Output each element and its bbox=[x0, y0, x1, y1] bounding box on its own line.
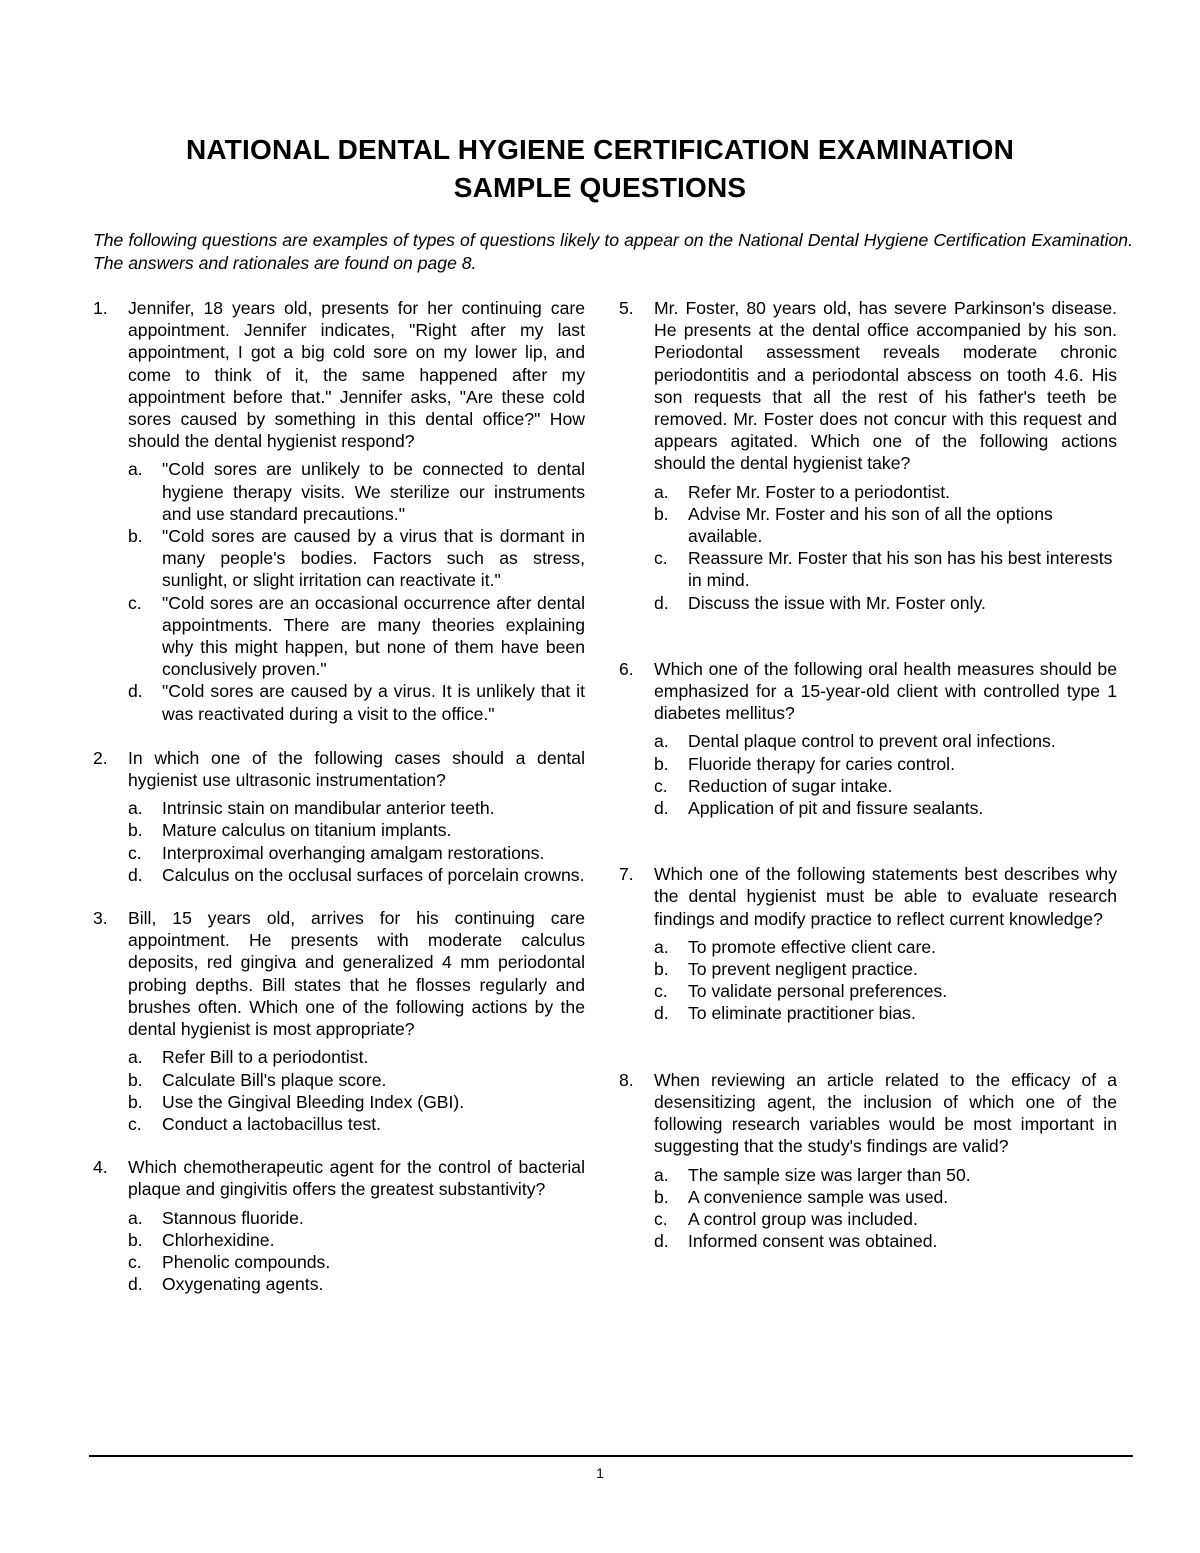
answer-option bbox=[128, 1069, 585, 1091]
answer-option bbox=[128, 525, 585, 592]
answer-option bbox=[654, 936, 1117, 958]
right-column bbox=[619, 297, 1117, 1252]
option-letter: b. bbox=[128, 1069, 143, 1090]
question-6 bbox=[619, 658, 1117, 819]
option-letter: d. bbox=[128, 864, 143, 885]
question-stem: Jennifer, 18 years old, presents for her continuing care appointment. Jennifer indicates, "Right after my last appointment, I got a big cold sore on my lower lip, and come to think of it, the same happened after my appointment before that." Jennifer asks, "Are these cold sores caused by something in this dental office?" How should the dental hygienist respond? bbox=[128, 298, 585, 452]
option-letter: a. bbox=[128, 1047, 143, 1068]
answer-option bbox=[654, 980, 1117, 1002]
answer-options bbox=[654, 481, 1117, 614]
option-text: Reassure Mr. Foster that his son has his best interests in mind. bbox=[688, 548, 1113, 591]
answer-options bbox=[128, 1046, 585, 1135]
question-2 bbox=[93, 747, 585, 886]
option-text: To promote effective client care. bbox=[688, 936, 937, 957]
answer-option bbox=[654, 1208, 1117, 1230]
option-letter: d. bbox=[128, 1274, 143, 1295]
option-text: "Cold sores are an occasional occurrence after dental appointments. There are many theories explaining why this might happen, but none of them have been conclusively proven." bbox=[162, 592, 585, 680]
option-letter: d. bbox=[128, 681, 143, 702]
answer-option bbox=[654, 547, 1117, 591]
answer-option bbox=[128, 592, 585, 681]
intro-paragraph: The following questions are examples of types of questions likely to appear on the National Dental Hygiene Certification Examination. The answers and rationales are found on page 8. bbox=[93, 230, 1133, 273]
option-letter: c. bbox=[654, 548, 668, 569]
option-text: Oxygenating agents. bbox=[162, 1274, 324, 1295]
option-letter: c. bbox=[654, 981, 668, 1002]
answer-option bbox=[654, 1186, 1117, 1208]
option-text: Refer Mr. Foster to a periodontist. bbox=[688, 481, 951, 502]
option-text: Mature calculus on titanium implants. bbox=[162, 820, 452, 841]
question-stem: Which one of the following statements best describes why the dental hygienist must be able to evaluate research findings and modify practice to reflect current knowledge? bbox=[654, 864, 1117, 929]
page-number: 1 bbox=[596, 1465, 604, 1481]
answer-option bbox=[128, 1229, 585, 1251]
answer-option bbox=[128, 680, 585, 724]
answer-options bbox=[128, 458, 585, 724]
answer-option bbox=[128, 1207, 585, 1229]
question-number: 8. bbox=[619, 1069, 634, 1090]
answer-options bbox=[654, 1164, 1117, 1253]
option-text: Intrinsic stain on mandibular anterior teeth. bbox=[162, 798, 495, 819]
option-letter: c. bbox=[128, 592, 142, 613]
option-text: Application of pit and fissure sealants. bbox=[688, 798, 984, 819]
page-subtitle: SAMPLE QUESTIONS bbox=[453, 172, 747, 203]
question-stem: When reviewing an article related to the efficacy of a desensitizing agent, the inclusion of which one of the following research variables would be most important in suggesting that the study's findings are valid? bbox=[654, 1069, 1117, 1157]
answer-option bbox=[654, 1164, 1117, 1186]
answer-options bbox=[654, 730, 1117, 819]
question-number: 4. bbox=[93, 1157, 108, 1178]
option-text: Conduct a lactobacillus test. bbox=[162, 1113, 382, 1134]
option-text: Phenolic compounds. bbox=[162, 1251, 331, 1272]
option-text: Dental plaque control to prevent oral infections. bbox=[688, 731, 1056, 752]
option-letter: a. bbox=[128, 459, 143, 480]
option-text: To eliminate practitioner bias. bbox=[688, 1003, 916, 1024]
question-stem: Mr. Foster, 80 years old, has severe Parkinson's disease. He presents at the dental office accompanied by his son. Periodontal assessment reveals moderate chronic periodontitis and a periodontal abscess on tooth 4.6. His son requests that all the rest of his father's teeth be removed. Mr. Foster does not concur with this request and appears agitated. Which one of the following actions should the dental hygienist take? bbox=[654, 298, 1117, 474]
answer-option bbox=[654, 775, 1117, 797]
option-text: Interproximal overhanging amalgam restorations. bbox=[162, 842, 545, 863]
option-letter: c. bbox=[128, 1251, 142, 1272]
answer-option bbox=[128, 1091, 585, 1113]
option-letter: d. bbox=[654, 1231, 669, 1252]
option-letter: a. bbox=[128, 798, 143, 819]
option-letter: b. bbox=[128, 1229, 143, 1250]
option-text: "Cold sores are unlikely to be connected to dental hygiene therapy visits. We sterilize our instruments and use standard precautions." bbox=[162, 459, 585, 524]
option-letter: a. bbox=[654, 731, 669, 752]
option-text: Calculus on the occlusal surfaces of porcelain crowns. bbox=[162, 864, 585, 885]
page-title: NATIONAL DENTAL HYGIENE CERTIFICATION EXAMINATION bbox=[185, 134, 1015, 165]
option-letter: b. bbox=[654, 753, 669, 774]
option-text: Use the Gingival Bleeding Index (GBI). bbox=[162, 1091, 465, 1112]
answer-option bbox=[654, 730, 1117, 752]
option-letter: d. bbox=[654, 592, 669, 613]
answer-option bbox=[128, 819, 585, 841]
answer-option bbox=[654, 503, 1117, 547]
answer-options bbox=[128, 1207, 585, 1296]
option-text: A control group was included. bbox=[688, 1208, 918, 1229]
option-letter: c. bbox=[128, 842, 142, 863]
question-stem: Which one of the following oral health measures should be emphasized for a 15-year-old client with controlled type 1 diabetes mellitus? bbox=[654, 658, 1117, 724]
question-1 bbox=[93, 297, 585, 725]
answer-option bbox=[654, 1002, 1117, 1024]
answer-option bbox=[654, 958, 1117, 980]
answer-options bbox=[128, 797, 585, 886]
answer-option bbox=[654, 592, 1117, 614]
option-letter: c. bbox=[654, 775, 668, 796]
option-text: The sample size was larger than 50. bbox=[688, 1164, 971, 1185]
option-text: "Cold sores are caused by a virus. It is unlikely that it was reactivated during a visit to the office." bbox=[162, 681, 585, 724]
option-text: Informed consent was obtained. bbox=[688, 1231, 938, 1252]
question-3 bbox=[93, 907, 585, 1135]
question-5 bbox=[619, 297, 1117, 614]
answer-option bbox=[128, 1046, 585, 1068]
answer-option bbox=[128, 842, 585, 864]
answer-option bbox=[654, 1230, 1117, 1252]
option-text: Fluoride therapy for caries control. bbox=[688, 753, 955, 774]
option-text: To validate personal preferences. bbox=[688, 981, 948, 1002]
question-number: 2. bbox=[93, 747, 108, 768]
answer-option bbox=[128, 1251, 585, 1273]
answer-option bbox=[654, 797, 1117, 819]
question-stem: Bill, 15 years old, arrives for his continuing care appointment. He presents with moderate calculus deposits, red gingiva and generalized 4 mm periodontal probing depths. Bill states that he flosses regularly and brushes often. Which one of the following actions by the dental hygienist is most appropriate? bbox=[128, 908, 585, 1040]
answer-option bbox=[654, 481, 1117, 503]
option-text: Reduction of sugar intake. bbox=[688, 775, 893, 796]
left-column bbox=[93, 297, 585, 1295]
option-text: To prevent negligent practice. bbox=[688, 959, 918, 980]
option-letter: d. bbox=[654, 798, 669, 819]
question-stem: Which chemotherapeutic agent for the control of bacterial plaque and gingivitis offers the greatest substantivity? bbox=[128, 1157, 585, 1200]
question-4 bbox=[93, 1156, 585, 1295]
question-7 bbox=[619, 863, 1117, 1024]
option-letter: b. bbox=[128, 820, 143, 841]
option-letter: c. bbox=[654, 1208, 668, 1229]
option-letter: d. bbox=[654, 1003, 669, 1024]
option-letter: b. bbox=[128, 1091, 143, 1112]
answer-option bbox=[654, 753, 1117, 775]
question-number: 3. bbox=[93, 908, 108, 929]
answer-option bbox=[128, 797, 585, 819]
option-text: Calculate Bill's plaque score. bbox=[162, 1069, 387, 1090]
option-text: Advise Mr. Foster and his son of all the options available. bbox=[688, 503, 1053, 547]
question-8 bbox=[619, 1069, 1117, 1253]
question-number: 5. bbox=[619, 298, 634, 318]
option-letter: a. bbox=[654, 481, 669, 502]
question-stem: In which one of the following cases should a dental hygienist use ultrasonic instrumentation? bbox=[128, 747, 585, 791]
answer-options bbox=[654, 936, 1117, 1025]
question-number: 7. bbox=[619, 864, 634, 885]
answer-option bbox=[128, 1113, 585, 1135]
option-letter: c. bbox=[128, 1113, 142, 1134]
question-number: 1. bbox=[93, 298, 108, 318]
option-letter: b. bbox=[654, 503, 669, 524]
option-text: A convenience sample was used. bbox=[688, 1186, 949, 1207]
option-text: Refer Bill to a periodontist. bbox=[162, 1047, 369, 1068]
option-text: "Cold sores are caused by a virus that is dormant in many people's bodies. Factors such as stress, sunlight, or slight irritation can reactivate it." bbox=[162, 526, 585, 591]
answer-option bbox=[128, 458, 585, 525]
answer-option bbox=[128, 864, 585, 886]
option-letter: a. bbox=[128, 1207, 143, 1228]
question-number: 6. bbox=[619, 658, 634, 679]
option-text: Chlorhexidine. bbox=[162, 1229, 275, 1250]
option-letter: b. bbox=[654, 1186, 669, 1207]
option-letter: b. bbox=[128, 526, 143, 547]
option-letter: a. bbox=[654, 1164, 669, 1185]
option-letter: a. bbox=[654, 936, 669, 957]
option-text: Stannous fluoride. bbox=[162, 1207, 304, 1228]
answer-option bbox=[128, 1273, 585, 1295]
option-letter: b. bbox=[654, 959, 669, 980]
option-text: Discuss the issue with Mr. Foster only. bbox=[688, 592, 986, 613]
footer-divider bbox=[89, 1455, 1133, 1457]
